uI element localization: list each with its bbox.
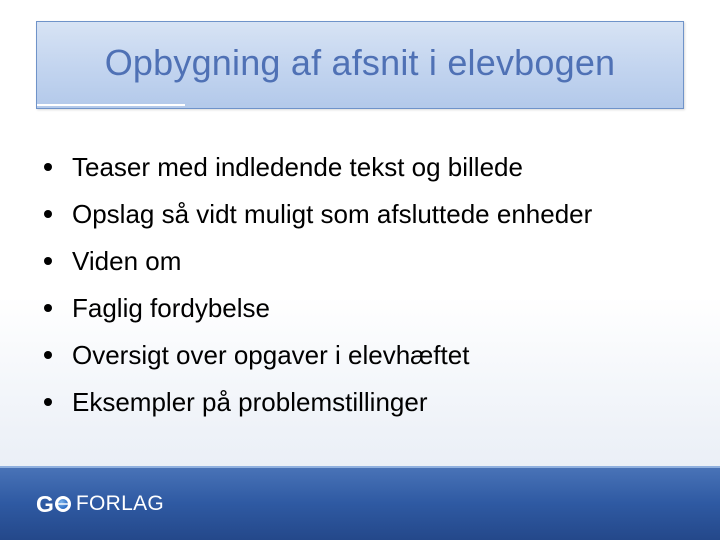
bullet-item [40,333,700,380]
logo-text: FORLAG [75,492,165,515]
bullet-text: Faglig fordybelse [72,293,270,323]
bullet-dot-icon [44,163,52,171]
bullet-dot-icon [44,351,52,359]
title-box [36,21,684,109]
bullet-text: Viden om [72,246,182,276]
bullet-list [40,145,700,427]
slide-title: Opbygning af afsnit i elevbogen [104,42,616,83]
footer-bar [0,466,720,540]
logo-letter: G [36,491,54,517]
bullet-dot-icon [44,210,52,218]
bullet-text: Oversigt over opgaver i elevhæftet [72,340,470,370]
bullet-dot-icon [44,257,52,265]
bullet-text: Teaser med indledende tekst og billede [72,152,523,182]
globe-icon [55,496,71,512]
bullet-item [40,239,700,286]
go-forlag-logo [36,493,164,515]
bullet-item [40,380,700,427]
bullet-text: Eksempler på problemstillinger [72,387,428,417]
bullet-dot-icon [44,398,52,406]
bullet-item [40,192,700,239]
bullet-dot-icon [44,304,52,312]
bullet-item [40,145,700,192]
bullet-text: Opslag så vidt muligt som afsluttede enheder [72,199,593,229]
title-underline [37,104,185,106]
bullet-item [40,286,700,333]
